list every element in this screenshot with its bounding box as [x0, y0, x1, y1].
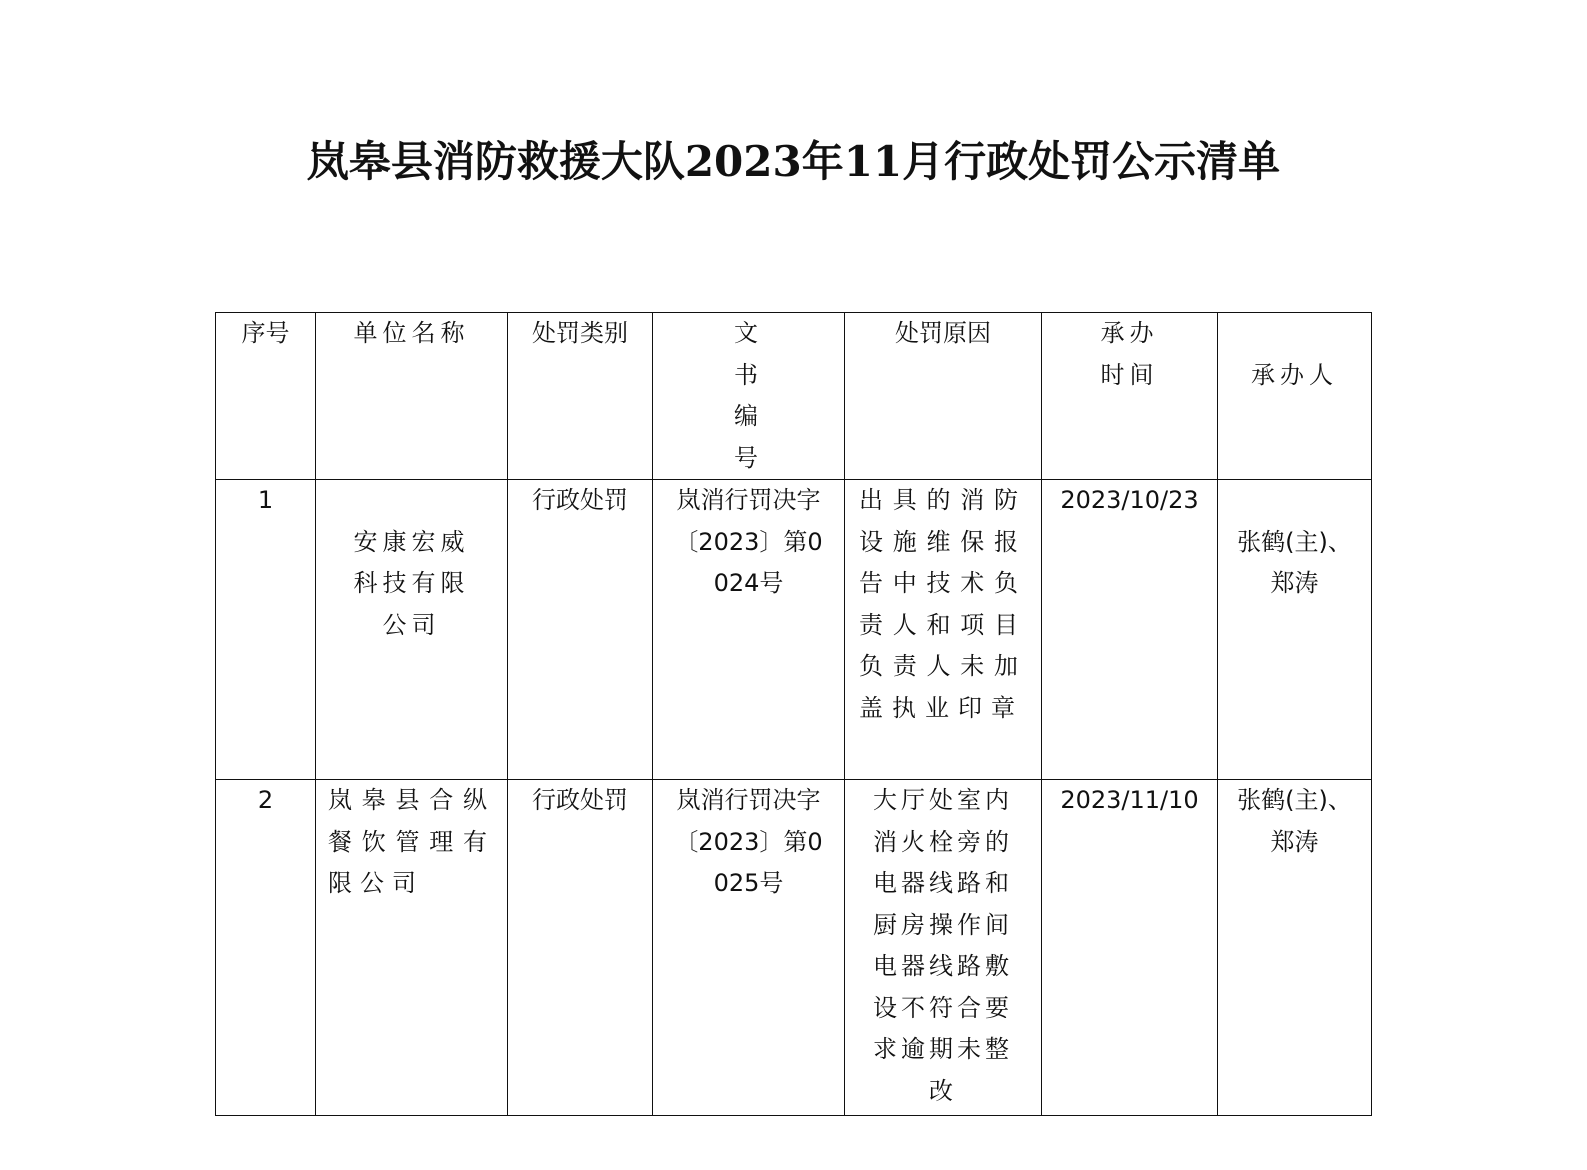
penalty-table	[215, 312, 1372, 1116]
cell-doc-number: 岚消行罚决字〔2023〕第0024号	[653, 480, 845, 780]
cell-reason: 出具的消防设施维保报告中技术负责人和项目负责人未加盖执业印章	[845, 480, 1042, 780]
cell-date: 2023/11/10	[1042, 780, 1218, 1116]
cell-penalty-type: 行政处罚	[508, 480, 653, 780]
cell-unit-name: 安康宏威科技有限公司	[316, 480, 508, 780]
table-header-row	[216, 313, 1372, 480]
cell-penalty-type: 行政处罚	[508, 780, 653, 1116]
cell-reason: 大厅处室内消火栓旁的电器线路和厨房操作间电器线路敷设不符合要求逾期未整改	[845, 780, 1042, 1116]
cell-unit-name: 岚皋县合纵餐饮管理有限公司	[316, 780, 508, 1116]
header-handler: 承办人	[1218, 313, 1372, 480]
cell-handler: 张鹤(主)、郑涛	[1218, 480, 1372, 780]
cell-doc-number: 岚消行罚决字〔2023〕第0025号	[653, 780, 845, 1116]
header-penalty-type: 处罚类别	[508, 313, 653, 480]
table-row	[216, 480, 1372, 780]
header-reason: 处罚原因	[845, 313, 1042, 480]
cell-index: 2	[216, 780, 316, 1116]
cell-date: 2023/10/23	[1042, 480, 1218, 780]
header-unit-name: 单位名称	[316, 313, 508, 480]
document-title: 岚皋县消防救援大队2023年11月行政处罚公示清单	[306, 137, 1281, 186]
header-doc-number: 文书编号	[653, 313, 845, 480]
cell-handler: 张鹤(主)、郑涛	[1218, 780, 1372, 1116]
table-row	[216, 780, 1372, 1116]
header-index: 序号	[216, 313, 316, 480]
header-date: 承办时间	[1042, 313, 1218, 480]
cell-index: 1	[216, 480, 316, 780]
